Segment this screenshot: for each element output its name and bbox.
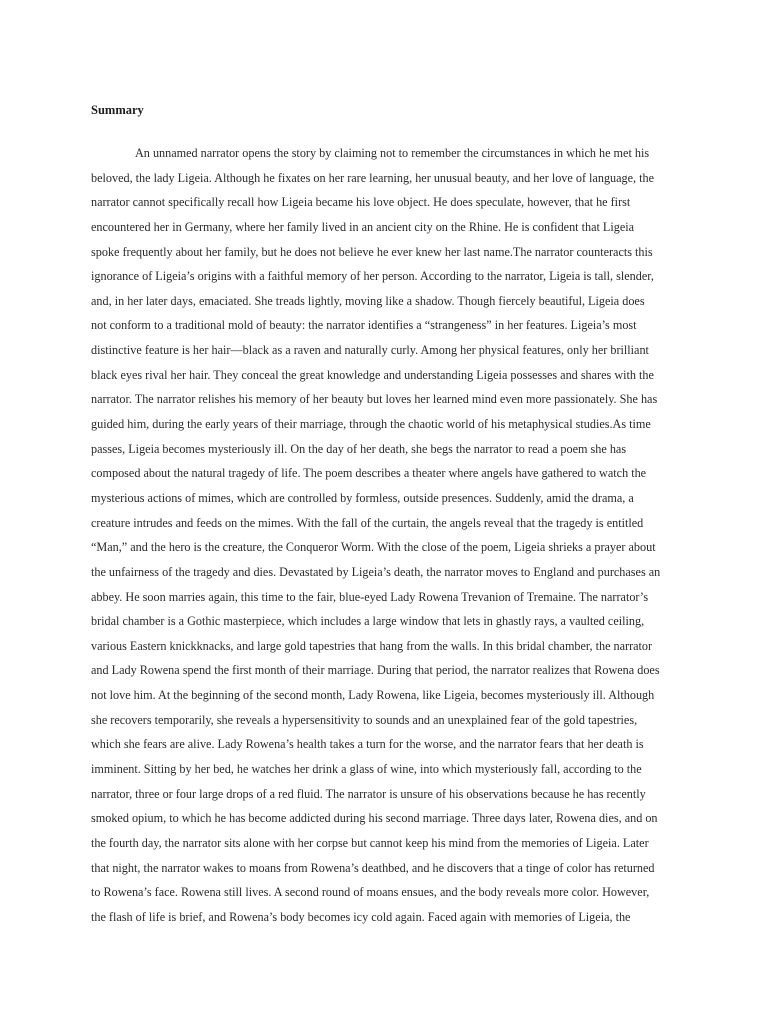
text-line: mysterious actions of mimes, which are controlled by formless, outside presences. Suddenly, amid the drama, a: [91, 490, 634, 505]
text-line: “Man,” and the hero is the creature, the Conqueror Worm. With the close of the poem, Ligeia shrieks a prayer about: [91, 540, 656, 555]
text-line: passes, Ligeia becomes mysteriously ill. On the day of her death, she begs the narrator to read a poem she has: [91, 441, 627, 456]
text-line: imminent. Sitting by her bed, he watches her drink a glass of wine, into which mysteriously fall, according to the: [91, 762, 642, 777]
text-line: she recovers temporarily, she reveals a hypersensitivity to sounds and an unexplained fear of the gold tapestries,: [91, 712, 638, 727]
text-line: beloved, the lady Ligeia. Although he fixates on her rare learning, her unusual beauty, and her love of language, the: [91, 170, 655, 185]
text-line: abbey. He soon marries again, this time to the fair, blue-eyed Lady Rowena Trevanion of Tremaine. The narrator’s: [91, 589, 649, 604]
text-line: bridal chamber is a Gothic masterpiece, which includes a large window that lets in ghastly rays, a vaulted ceiling,: [91, 614, 645, 629]
summary-paragraph: [91, 141, 679, 930]
text-line: and Lady Rowena spend the first month of their marriage. During that period, the narrator realizes that Rowena does: [91, 663, 660, 678]
text-line: which she fears are alive. Lady Rowena’s health takes a turn for the worse, and the narrator fears that her death is: [91, 737, 644, 752]
text-line: not love him. At the beginning of the second month, Lady Rowena, like Ligeia, becomes mysteriously ill. Although: [91, 688, 655, 703]
text-line: narrator. The narrator relishes his memory of her beauty but loves her learned mind even more passionately. She has: [91, 392, 658, 407]
section-heading: Summary: [91, 103, 144, 117]
text-line: creature intrudes and feeds on the mimes. With the fall of the curtain, the angels reveal that the tragedy is entitled: [91, 515, 644, 530]
text-line: composed about the natural tragedy of life. The poem describes a theater where angels have gathered to watch the: [91, 466, 647, 481]
text-line: the flash of life is brief, and Rowena’s body becomes icy cold again. Faced again with memories of Ligeia, the: [91, 909, 631, 924]
text-line: various Eastern knickknacks, and large gold tapestries that hang from the walls. In this bridal chamber, the narrator: [91, 638, 653, 653]
text-line: smoked opium, to which he has become addicted during his second marriage. Three days later, Rowena dies, and on: [91, 811, 658, 826]
text-line: black eyes rival her hair. They conceal the great knowledge and understanding Ligeia possesses and shares with the: [91, 367, 654, 382]
text-line: not conform to a traditional mold of beauty: the narrator identifies a “strangeness” in her features. Ligeia’s most: [91, 318, 637, 333]
text-line: distinctive feature is her hair—black as a raven and naturally curly. Among her physical features, only her brilliant: [91, 343, 649, 358]
text-line: guided him, during the early years of their marriage, through the chaotic world of his metaphysical studies.As time: [91, 417, 651, 432]
text-line: that night, the narrator wakes to moans from Rowena’s deathbed, and he discovers that a tinge of color has returned: [91, 860, 655, 875]
text-line: the unfairness of the tragedy and dies. Devastated by Ligeia’s death, the narrator moves to England and purchases an: [91, 564, 661, 579]
text-line: encountered her in Germany, where her family lived in an ancient city on the Rhine. He is confident that Ligeia: [91, 219, 635, 234]
text-line: An unnamed narrator opens the story by claiming not to remember the circumstances in which he met his: [135, 146, 650, 160]
text-line: narrator, three or four large drops of a red fluid. The narrator is unsure of his observations because he has recently: [91, 786, 646, 801]
text-line: and, in her later days, emaciated. She treads lightly, moving like a shadow. Though fiercely beautiful, Ligeia does: [91, 293, 645, 308]
text-line: ignorance of Ligeia’s origins with a faithful memory of her person. According to the narrator, Ligeia is tall, slender,: [91, 269, 654, 284]
text-line: to Rowena’s face. Rowena still lives. A second round of moans ensues, and the body reveals more color. However,: [91, 885, 650, 900]
text-line: narrator cannot specifically recall how Ligeia became his love object. He does speculate, however, that he first: [91, 195, 631, 210]
text-line: spoke frequently about her family, but he does not believe he ever knew her last name.The narrator counteracts this: [91, 244, 653, 259]
text-line: the fourth day, the narrator sits alone with her corpse but cannot keep his mind from the memories of Ligeia. Later: [91, 835, 649, 850]
